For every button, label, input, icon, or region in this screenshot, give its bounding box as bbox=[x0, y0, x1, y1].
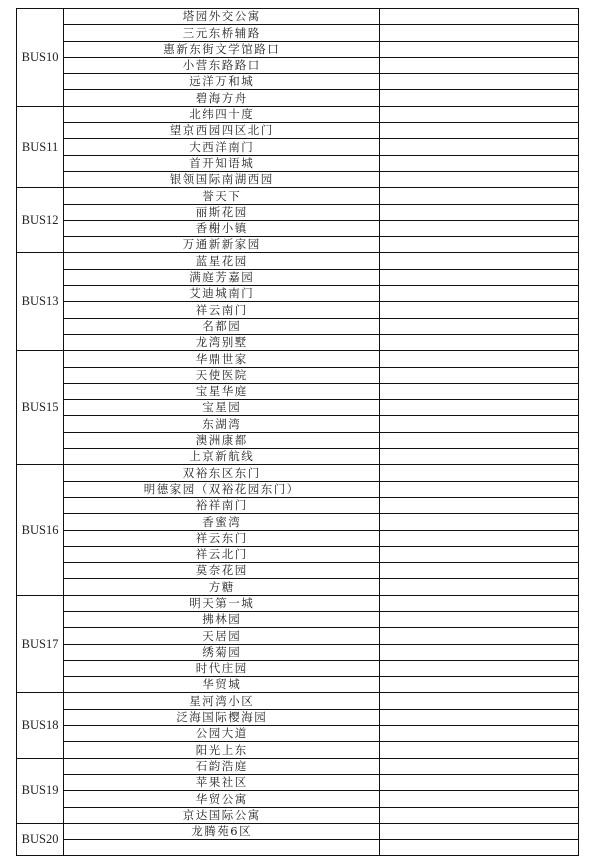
table-row bbox=[17, 742, 579, 758]
stop-name: 绣菊园 bbox=[64, 644, 380, 660]
empty-cell bbox=[380, 188, 579, 204]
stop-name: 双裕东区东门 bbox=[64, 465, 380, 481]
table-row bbox=[17, 123, 579, 139]
empty-cell bbox=[380, 171, 579, 187]
empty-cell bbox=[380, 693, 579, 709]
empty-cell bbox=[380, 579, 579, 595]
stop-name: 天居园 bbox=[64, 628, 380, 644]
stop-name: 蓝星花园 bbox=[64, 253, 380, 269]
route-name: BUS10 bbox=[17, 9, 64, 107]
table-row bbox=[17, 758, 579, 774]
stop-name: 苹果社区 bbox=[64, 774, 380, 790]
empty-cell bbox=[380, 41, 579, 57]
route-name: BUS15 bbox=[17, 351, 64, 465]
table-row bbox=[17, 660, 579, 676]
table-row bbox=[17, 595, 579, 611]
route-name: BUS16 bbox=[17, 465, 64, 595]
empty-cell bbox=[380, 432, 579, 448]
stop-name: 时代庄园 bbox=[64, 660, 380, 676]
stop-name: 大西洋南门 bbox=[64, 139, 380, 155]
empty-cell bbox=[380, 563, 579, 579]
stop-name: 裕祥南门 bbox=[64, 497, 380, 513]
stop-name: 满庭芳嘉园 bbox=[64, 269, 380, 285]
route-name: BUS19 bbox=[17, 758, 64, 823]
route-name: BUS17 bbox=[17, 595, 64, 693]
table-row bbox=[17, 791, 579, 807]
stop-name: 华贸城 bbox=[64, 677, 380, 693]
empty-cell bbox=[380, 334, 579, 350]
stop-name: 方糖 bbox=[64, 579, 380, 595]
stop-name: 丽斯花园 bbox=[64, 204, 380, 220]
stop-name: 祥云东门 bbox=[64, 530, 380, 546]
table-row bbox=[17, 628, 579, 644]
empty-cell bbox=[380, 644, 579, 660]
stop-name: 华贸公寓 bbox=[64, 791, 380, 807]
empty-cell bbox=[380, 546, 579, 562]
table-row bbox=[17, 416, 579, 432]
empty-cell bbox=[380, 123, 579, 139]
table-row bbox=[17, 514, 579, 530]
stop-name: 誉天下 bbox=[64, 188, 380, 204]
empty-cell bbox=[380, 90, 579, 106]
table-row bbox=[17, 41, 579, 57]
table-row bbox=[17, 302, 579, 318]
route-name: BUS11 bbox=[17, 106, 64, 187]
empty-cell bbox=[380, 611, 579, 627]
empty-cell bbox=[380, 481, 579, 497]
stop-name: 望京西园四区北门 bbox=[64, 123, 380, 139]
stop-name: 公园大道 bbox=[64, 726, 380, 742]
stop-name: 小营东路路口 bbox=[64, 57, 380, 73]
stop-name: 莫奈花园 bbox=[64, 563, 380, 579]
table-row bbox=[17, 449, 579, 465]
table-row bbox=[17, 481, 579, 497]
empty-cell bbox=[380, 220, 579, 236]
stop-name: 华鼎世家 bbox=[64, 351, 380, 367]
empty-cell bbox=[380, 807, 579, 823]
stop-name: 澳洲康都 bbox=[64, 432, 380, 448]
table-row bbox=[17, 351, 579, 367]
table-row bbox=[17, 139, 579, 155]
table-row bbox=[17, 90, 579, 106]
table-row bbox=[17, 497, 579, 513]
stop-name: 明德家园（双裕花园东门） bbox=[64, 481, 380, 497]
stop-name: 宝星园 bbox=[64, 400, 380, 416]
route-name: BUS12 bbox=[17, 188, 64, 253]
stop-name: 龙腾苑6区 bbox=[64, 823, 380, 839]
empty-cell bbox=[380, 758, 579, 774]
empty-cell bbox=[380, 74, 579, 90]
empty-cell bbox=[380, 253, 579, 269]
table-row bbox=[17, 774, 579, 790]
table-row bbox=[17, 807, 579, 823]
stop-name: 香榭小镇 bbox=[64, 220, 380, 236]
route-name: BUS18 bbox=[17, 693, 64, 758]
empty-cell bbox=[380, 204, 579, 220]
stop-name: 祥云北门 bbox=[64, 546, 380, 562]
empty-cell bbox=[380, 595, 579, 611]
empty-cell bbox=[380, 351, 579, 367]
table-row bbox=[17, 693, 579, 709]
table-row bbox=[17, 25, 579, 41]
table-row bbox=[17, 204, 579, 220]
empty-cell bbox=[380, 514, 579, 530]
table-body bbox=[17, 9, 579, 856]
empty-cell bbox=[380, 530, 579, 546]
empty-cell bbox=[380, 449, 579, 465]
stop-name: 天使医院 bbox=[64, 367, 380, 383]
table-row bbox=[17, 546, 579, 562]
stop-name: 龙湾别墅 bbox=[64, 334, 380, 350]
table-row bbox=[17, 677, 579, 693]
empty-cell bbox=[380, 497, 579, 513]
empty-cell bbox=[380, 823, 579, 839]
empty-cell bbox=[380, 791, 579, 807]
empty-cell bbox=[380, 726, 579, 742]
stop-name: 星河湾小区 bbox=[64, 693, 380, 709]
table-row bbox=[17, 171, 579, 187]
empty-cell bbox=[380, 709, 579, 725]
empty-cell bbox=[380, 774, 579, 790]
empty-cell bbox=[380, 383, 579, 399]
empty-cell bbox=[380, 9, 579, 25]
empty-cell bbox=[380, 106, 579, 122]
empty-cell bbox=[380, 269, 579, 285]
empty-cell bbox=[380, 367, 579, 383]
empty-cell bbox=[380, 840, 579, 856]
empty-cell bbox=[380, 237, 579, 253]
stop-name: 碧海方舟 bbox=[64, 90, 380, 106]
empty-cell bbox=[380, 742, 579, 758]
route-name: BUS20 bbox=[17, 823, 64, 856]
stop-name: 京达国际公寓 bbox=[64, 807, 380, 823]
stop-name: 泛海国际樱海园 bbox=[64, 709, 380, 725]
stop-name: 远洋万和城 bbox=[64, 74, 380, 90]
table-row bbox=[17, 726, 579, 742]
table-row bbox=[17, 269, 579, 285]
table-row bbox=[17, 644, 579, 660]
stop-name: 宝星华庭 bbox=[64, 383, 380, 399]
stop-name: 香蜜湾 bbox=[64, 514, 380, 530]
stop-name: 上京新航线 bbox=[64, 449, 380, 465]
table-row bbox=[17, 318, 579, 334]
empty-cell bbox=[380, 302, 579, 318]
stop-name: 东湖湾 bbox=[64, 416, 380, 432]
table-row bbox=[17, 57, 579, 73]
table-row bbox=[17, 383, 579, 399]
empty-cell bbox=[380, 400, 579, 416]
table-row bbox=[17, 334, 579, 350]
empty-cell bbox=[380, 416, 579, 432]
table-row bbox=[17, 823, 579, 839]
empty-cell bbox=[380, 660, 579, 676]
empty-cell bbox=[380, 139, 579, 155]
empty-cell bbox=[380, 465, 579, 481]
table-row bbox=[17, 367, 579, 383]
table-row bbox=[17, 530, 579, 546]
table-row bbox=[17, 106, 579, 122]
table-row bbox=[17, 563, 579, 579]
empty-cell bbox=[380, 318, 579, 334]
stop-name: 惠新东街文学馆路口 bbox=[64, 41, 380, 57]
table-row bbox=[17, 611, 579, 627]
table-row bbox=[17, 9, 579, 25]
stop-name: 拂林园 bbox=[64, 611, 380, 627]
stop-name: 塔园外交公寓 bbox=[64, 9, 380, 25]
table-row bbox=[17, 155, 579, 171]
table-row bbox=[17, 840, 579, 856]
stop-name: 万通新新家园 bbox=[64, 237, 380, 253]
table-row bbox=[17, 188, 579, 204]
stop-name: 名都园 bbox=[64, 318, 380, 334]
empty-cell bbox=[380, 25, 579, 41]
stop-name: 阳光上东 bbox=[64, 742, 380, 758]
table-row bbox=[17, 220, 579, 236]
stop-name: 艾迪城南门 bbox=[64, 286, 380, 302]
table-row bbox=[17, 709, 579, 725]
stop-name: 首开知语城 bbox=[64, 155, 380, 171]
empty-cell bbox=[380, 286, 579, 302]
empty-cell bbox=[380, 628, 579, 644]
route-name: BUS13 bbox=[17, 253, 64, 351]
table-row bbox=[17, 432, 579, 448]
empty-cell bbox=[380, 677, 579, 693]
empty-cell bbox=[380, 57, 579, 73]
stop-name bbox=[64, 840, 380, 856]
empty-cell bbox=[380, 155, 579, 171]
stop-name: 银领国际南湖西园 bbox=[64, 171, 380, 187]
bus-route-table bbox=[16, 8, 579, 856]
table-row bbox=[17, 286, 579, 302]
table-row bbox=[17, 400, 579, 416]
table-row bbox=[17, 74, 579, 90]
table-row bbox=[17, 237, 579, 253]
stop-name: 祥云南门 bbox=[64, 302, 380, 318]
table-row bbox=[17, 253, 579, 269]
stop-name: 北纬四十度 bbox=[64, 106, 380, 122]
stop-name: 三元东桥辅路 bbox=[64, 25, 380, 41]
stop-name: 明天第一城 bbox=[64, 595, 380, 611]
stop-name: 石韵浩庭 bbox=[64, 758, 380, 774]
table-row bbox=[17, 465, 579, 481]
table-row bbox=[17, 579, 579, 595]
